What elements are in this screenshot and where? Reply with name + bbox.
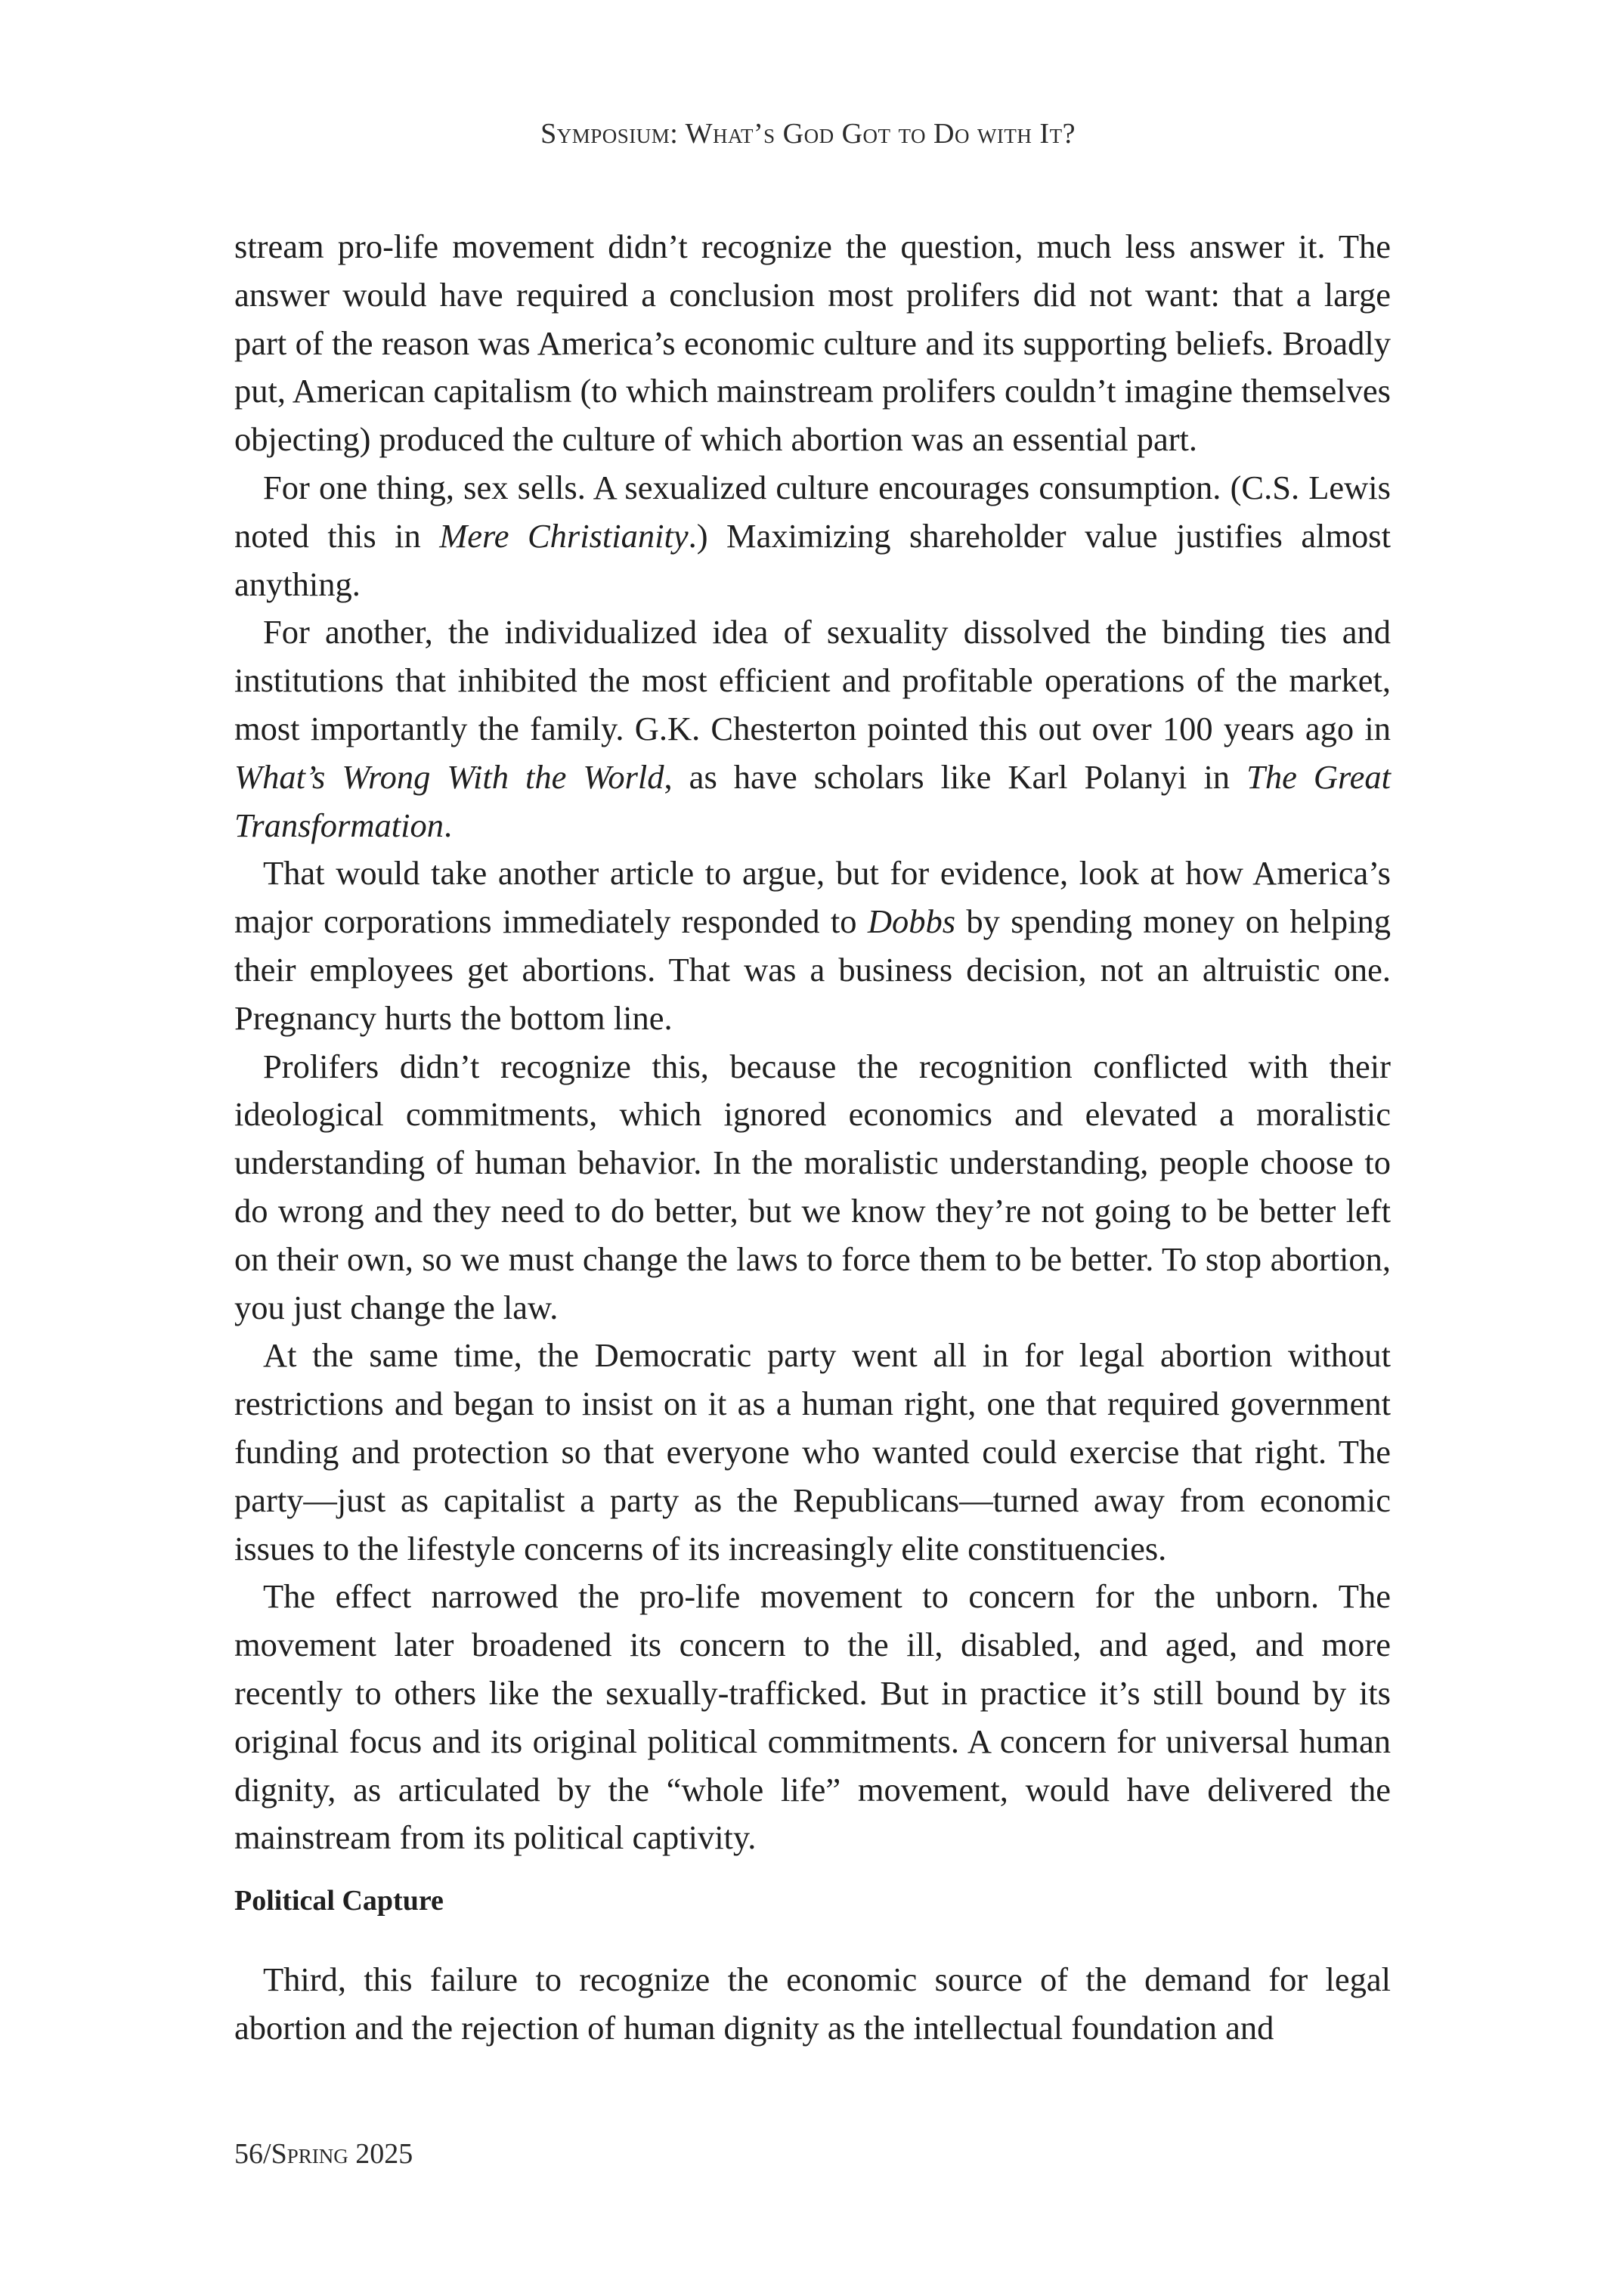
case-name-dobbs: Dobbs — [867, 902, 956, 941]
paragraph-4-text-b: by spending money on helping their employees get abortions. That was a business decision, not an altruistic one. Pregnancy hurts the bottom line. — [234, 902, 1392, 1037]
page-footer — [234, 2137, 413, 2171]
paragraph-5: Prolifers didn’t recognize this, because the recognition conflicted with their ideological commitments, which ignored economics and elevated a moralistic understanding of human behavior. In the moralistic understanding, people choose to do wrong and they need to do better, but we know they’re not going to be better left on their own, so we must change the laws to force them to be better. To stop abortion, you just change the law. — [234, 1047, 1391, 1326]
paragraph-4-text-a: That would take another article to argue, but for evidence, look at how America’s major corporations immediately responded to — [234, 854, 1391, 941]
paragraph-8: Third, this failure to recognize the economic source of the demand for legal abortion and the rejection of human dignity as the intellectual foundation and — [234, 1960, 1391, 2047]
book-title-mere-christianity: Mere Christianity — [439, 516, 689, 555]
page-number: 56/ — [234, 2138, 271, 2170]
book-title-great-transformation: The Great Transformation — [234, 757, 1392, 844]
book-title-whats-wrong: What’s Wrong With the World — [234, 757, 664, 796]
paragraph-4 — [234, 849, 1391, 1042]
paragraph-2 — [234, 464, 1391, 608]
paragraph-6: At the same time, the Democratic party went all in for legal abortion without restrictions and began to insist on it as a human right, one that required government funding and protection so that everyone who wanted could exercise that right. The party—just as capitalist a party as the Republicans—turned away from economic issues to the lifestyle concerns of its increasingly elite constituencies. — [234, 1336, 1391, 1567]
paragraph-3-text-b: , as have scholars like Karl Polanyi in — [664, 757, 1247, 796]
issue-year: 2025 — [348, 2138, 413, 2170]
paragraph-3-text-c: . — [443, 806, 453, 844]
running-head: Symposium: What’s God Got to Do with It? — [540, 118, 1076, 150]
issue-season: Spring — [271, 2138, 348, 2170]
article-body — [234, 223, 1391, 2053]
paragraph-2-text-b: .) Maximizing shareholder value justifies almost anything. — [234, 516, 1391, 603]
paragraph-3-text-a: For another, the individualized idea of sexuality dissolved the binding ties and institutions that inhibited the most efficient and profitable operations of the market, most importantly the family. G.K. Chesterton pointed this out over 100 years ago in — [234, 613, 1391, 747]
paragraph-7: The effect narrowed the pro-life movement to concern for the unborn. The movement later broadened its concern to the ill, disabled, and aged, and more recently to others like the sexually-trafficked. But in practice it’s still bound by its original focus and its original political commitments. A concern for universal human dignity, as articulated by the “whole life” movement, would have delivered the mainstream from its political captivity. — [234, 1577, 1391, 1857]
paragraph-2-text-a: For one thing, sex sells. A sexualized culture encourages consumption. (C.S. Lewis noted this in — [234, 468, 1391, 555]
paragraph-1: stream pro-life movement didn’t recognize the question, much less answer it. The answer would have required a conclusion most prolifers did not want: that a large part of the reason was America’s economic culture and its supporting beliefs. Broadly put, American capitalism (to which mainstream prolifers couldn’t imagine themselves objecting) produced the culture of which abortion was an essential part. — [234, 227, 1391, 459]
paragraph-3 — [234, 608, 1391, 849]
section-heading: Political Capture — [234, 1885, 444, 1917]
